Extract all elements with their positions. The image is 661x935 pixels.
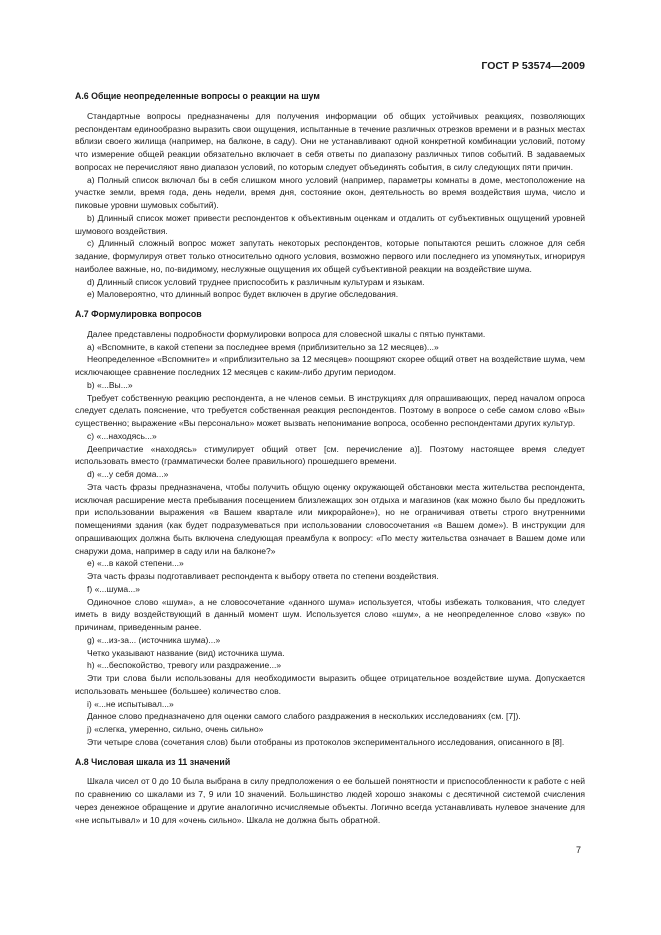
paragraph: j) «слегка, умеренно, сильно, очень сильно» (87, 724, 264, 734)
paragraph: Неопределенное «Вспомните» и «приблизительно за 12 месяцев» поощряют скорее общий ответ на воздействие шума, чем исключающее сравнение последних 12 месяцев с каким-либо другим периодом. (75, 354, 585, 377)
paragraph: Одиночное слово «шума», а не словосочетание «данного шума» используется, чтобы избежать толкования, что следует иметь в виду воздействующий в данный момент шум. Используется слово «шум», а не неопределенное слово «звук» по причинам, приведенным ранее. (75, 596, 585, 632)
paragraph: f) «...шума...» (87, 583, 141, 594)
paragraph: b) «...Вы...» (87, 379, 133, 390)
paragraph: Четко указывают название (вид) источника шума. (87, 647, 285, 658)
paragraph: Требует собственную реакцию респондента, а не членов семьи. В инструкциях для опрашивающих, перед началом опроса следует сделать пояснение, что требуется собственная реакция респондентов. Поэтому в вопросе о себе самом слово «Вы» существенно; выражение «Вы персонально» может вызвать непонимание вопроса, особенно респондентами других культур. (75, 392, 585, 428)
paragraph: g) «...из-за... (источника шума)...» (87, 634, 221, 645)
section-title: A.7 Формулировка вопросов (75, 309, 202, 319)
paragraph: e) Маловероятно, что длинный вопрос будет включен в другие обследования. (87, 289, 399, 300)
section-title: A.8 Числовая шкала из 11 значений (75, 756, 231, 767)
paragraph: а) Полный список включал бы в себя слишком много условий (например, параметры комнаты в доме, местоположение на участке земли, время года, день недели, время дня, состояние окон, деятельность во время воздействия шума, число и пиковые уровни шумовых событий). (75, 174, 585, 210)
paragraph: Эта часть фразы предназначена, чтобы получить общую оценку окружающей обстановки места жительства респондента, исключая расширение места пребывания посещением близлежащих зон отдыха и магазинов (как можно было бы предложить при использовании выражения «в Вашем квартале или микрорайоне»), но не ограничивая ответы строго внутренними помещениями здания (как будет подразумеваться при использовании словосочетания «в Вашем доме»). В инструкции для опрашивающих должна быть включена следующая преамбула к вопросу: «По месту жительства означает в Вашем доме или снаружи дома, например в саду или на балконе?» (75, 481, 585, 556)
paragraph: i) «...не испытывал...» (87, 698, 174, 709)
section-title: A.6 Общие неопределенные вопросы о реакции на шум (75, 91, 320, 101)
paragraph: a) «Вспомните, в какой степени за последнее время (приблизительно за 12 месяцев)...» (87, 341, 439, 352)
document-header: ГОСТ Р 53574—2009 (481, 60, 585, 72)
paragraph: c) Длинный сложный вопрос может запутать некоторых респондентов, которые попытаются решить сложное для себя задание, формулируя ответ только относительно одного условия, возможно первого или последнего из упомянутых, игнорируя наиболее важные, но, по-видимому, неслужные ощущения их общей субъективной реакции на воздействие шума. (75, 238, 585, 274)
paragraph: Деепричастие «находясь» стимулирует общий ответ [см. перечисление а)]. Поэтому настоящее время следует использовать вместо (грамматически более правильного) прошедшего времени. (75, 443, 585, 467)
paragraph: Эти три слова были использованы для необходимости выразить общее отрицательное воздействие шума. Допускается использовать меньшее (большее) количество слов. (75, 673, 585, 696)
paragraph: Данное слово предназначено для оценки самого слабого раздражения в нескольких исследованиях (см. [7]). (87, 711, 521, 722)
paragraph: Эти четыре слова (сочетания слов) были отобраны из протоколов экспериментального исследования, описанного в [8]. (87, 736, 565, 747)
document-body (75, 90, 585, 826)
paragraph: b) Длинный список может привести респондентов к объективным оценкам и отдалить от субъективных ощущений уровней шумового воздействия. (75, 212, 585, 236)
paragraph: Шкала чисел от 0 до 10 была выбрана в силу предположения о ее большей понятности и приспособленности к работе с ней по сравнению со шкалами из 7, 9 или 10 значений. Большинство людей хорошо знакомы с десятичной системой счисления через денежное обращение и другие аналогично исчисляемые объекты. Логично всегда устанавливать нулевое значение для «не испытывал» и 10 для «очень сильно». Шкала не должна быть обратной. (75, 776, 585, 825)
paragraph: Далее представлены подробности формулировки вопроса для словесной шкалы с пятью пунктами. (87, 328, 486, 339)
paragraph: h) «...беспокойство, тревогу или раздражение...» (87, 660, 282, 671)
paragraph: c) «...находясь...» (87, 430, 157, 441)
paragraph: d) «...у себя дома...» (87, 469, 169, 479)
paragraph: e) «...в какой степени...» (87, 558, 184, 569)
page-number: 7 (575, 845, 581, 855)
paragraph: d) Длинный список условий труднее приспособить к различным культурам и языкам. (87, 276, 425, 287)
paragraph: Стандартные вопросы предназначены для получения информации об общих устойчивых реакциях, позволяющих респондентам единообразно выразить свои ощущения, испытанные в течение различных отрезков времени и в разных местах вблизи своего жилища (например, на балконе, в саду). Они не устанавливают одной конкретной комбинации условий, потому что измерение общей реакции обязательно включает в себя ответы по диапазону различных типов событий. В задаваемых вопросах не перечисляют явно диапазон условий, по которым следует объединять события, в силу следующих пяти причин. (75, 110, 585, 172)
paragraph: Эта часть фразы подготавливает респондента к выбору ответа по степени воздействия. (87, 571, 439, 581)
